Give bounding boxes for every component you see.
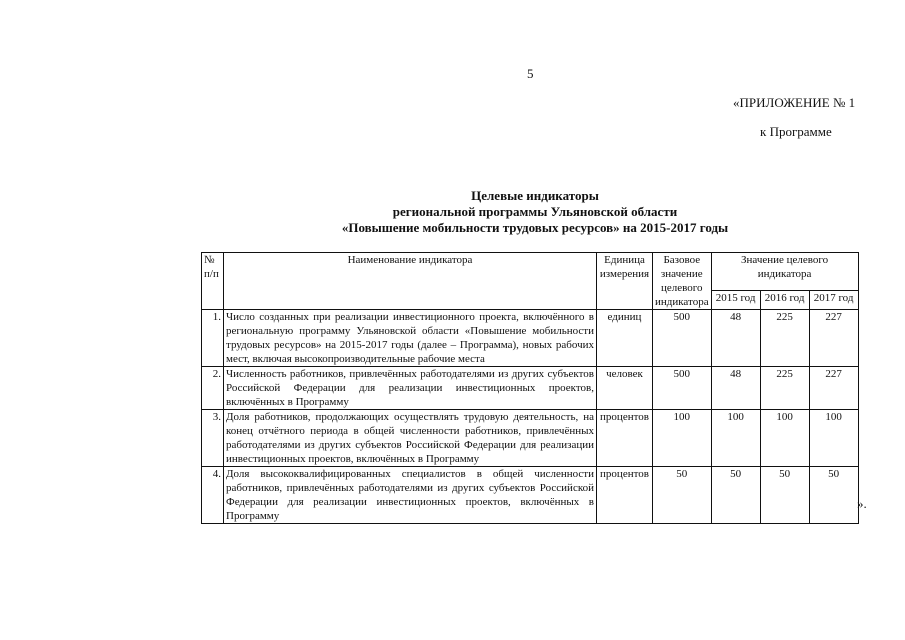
table-row	[202, 310, 859, 367]
row-value-2015: 50	[711, 467, 760, 524]
indicators-table	[201, 252, 859, 524]
row-base-value: 500	[653, 310, 712, 367]
table-header-row	[202, 253, 859, 291]
row-value-2016: 225	[760, 310, 809, 367]
header-number: № п/п	[202, 253, 224, 310]
header-year-2017: 2017 год	[809, 290, 858, 309]
page-number: 5	[527, 66, 534, 81]
row-value-2015: 100	[711, 410, 760, 467]
row-unit: процентов	[597, 410, 653, 467]
header-year-2016: 2016 год	[760, 290, 809, 309]
appendix-subtitle: к Программе	[760, 124, 832, 139]
row-indicator-name: Число созданных при реализации инвестиционного проекта, включённого в региональную программу Ульяновской области «Повышение мобильности трудовых ресурсов» на 2015-2017 годы (далее – Программа), новых рабочих мест, включая высокопроизводительные рабочие места	[224, 310, 597, 367]
document-title-line-3: «Повышение мобильности трудовых ресурсов» на 2015-2017 годы	[341, 220, 729, 235]
header-target-group: Значение целевого индикатора	[711, 253, 858, 291]
row-indicator-name: Численность работников, привлечённых работодателями из других субъектов Российской Федерации для реализации инвестиционных проектов, включённых в Программу	[224, 367, 597, 410]
row-number: 4.	[202, 467, 224, 524]
table-row	[202, 410, 859, 467]
row-value-2017: 100	[809, 410, 858, 467]
row-value-2016: 50	[760, 467, 809, 524]
header-year-2015: 2015 год	[711, 290, 760, 309]
row-base-value: 50	[653, 467, 712, 524]
header-unit: Единица измерения	[597, 253, 653, 310]
row-base-value: 500	[653, 367, 712, 410]
document-title-line-2: региональной программы Ульяновской области	[392, 204, 678, 219]
row-indicator-name: Доля высококвалифицированных специалистов в общей численности работников, привлечённых работодателями из других субъектов Российской Федерации для реализации инвестиционных проектов, включённых в Программу	[224, 467, 597, 524]
row-value-2015: 48	[711, 367, 760, 410]
row-base-value: 100	[653, 410, 712, 467]
row-number: 3.	[202, 410, 224, 467]
row-value-2017: 227	[809, 367, 858, 410]
row-unit: процентов	[597, 467, 653, 524]
document-title-line-1: Целевые индикаторы	[471, 188, 599, 203]
row-value-2015: 48	[711, 310, 760, 367]
row-value-2016: 225	[760, 367, 809, 410]
row-value-2017: 50	[809, 467, 858, 524]
row-indicator-name: Доля работников, продолжающих осуществлять трудовую деятельность, на конец отчётного периода в общей численности работников, привлечённых работодателями из других субъектов Российской Федерации для реализации инвестиционных проектов, включённых в Программу	[224, 410, 597, 467]
row-value-2017: 227	[809, 310, 858, 367]
table-row	[202, 367, 859, 410]
closing-quote-mark: ».	[857, 496, 867, 511]
row-number: 2.	[202, 367, 224, 410]
row-number: 1.	[202, 310, 224, 367]
appendix-title: «ПРИЛОЖЕНИЕ № 1	[733, 95, 856, 110]
header-indicator-name: Наименование индикатора	[224, 253, 597, 310]
row-value-2016: 100	[760, 410, 809, 467]
header-base-value: Базовое значение целевого индикатора	[653, 253, 712, 310]
row-unit: единиц	[597, 310, 653, 367]
table-row	[202, 467, 859, 524]
row-unit: человек	[597, 367, 653, 410]
